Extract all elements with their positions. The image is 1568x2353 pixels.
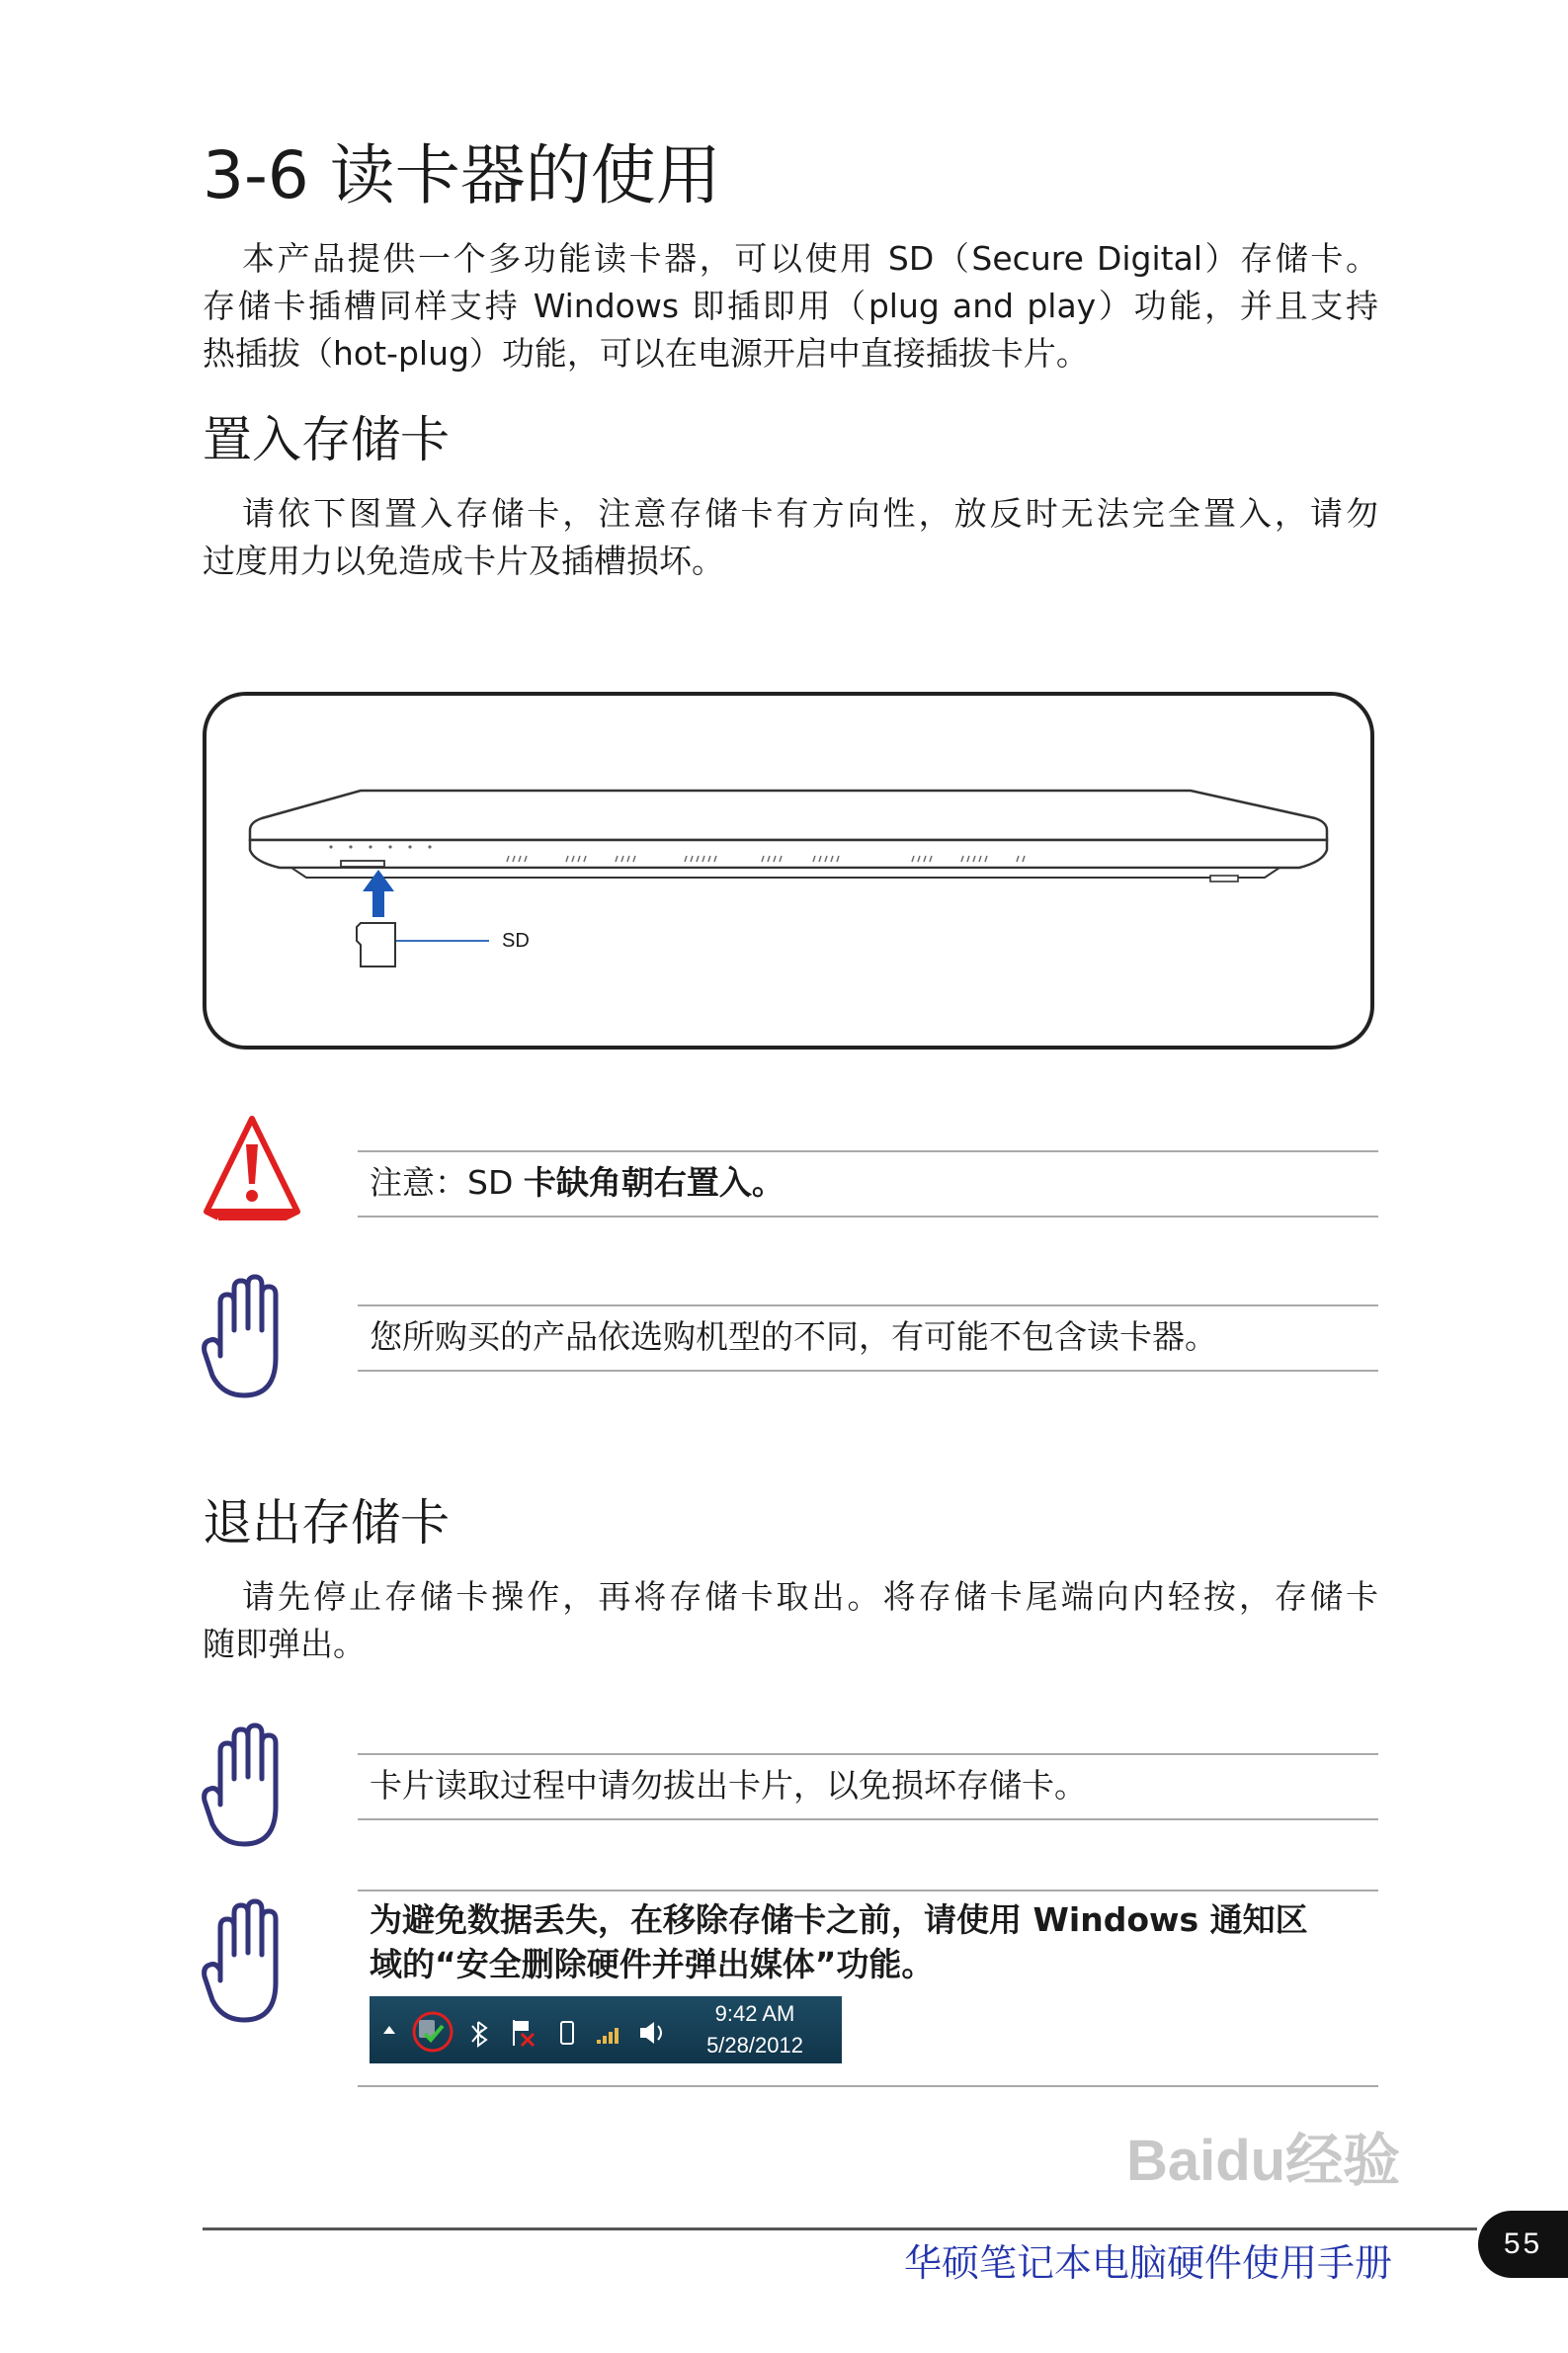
warning-icon [201,1113,303,1227]
remove-card-heading: 退出存储卡 [203,1494,450,1552]
sd-callout-label: SD [502,930,530,952]
battery-icon [561,2022,573,2044]
warning-emphasis: 卡缺角朝右置入。 [523,1163,784,1202]
laptop-lid [250,791,1327,840]
intro-line-2: 存储卡插槽同样支持 Windows 即插即用（plug and play）功能，并且支持 [203,287,1378,325]
page-number: 55 [1478,2211,1568,2278]
laptop-front-illustration [203,692,1374,1050]
remove-paragraph [203,1573,1378,1668]
laptop-foot [1210,876,1238,882]
footer-manual-title: 华硕笔记本电脑硬件使用手册 [904,2241,1393,2285]
remove-line-2: 随即弹出。 [203,1625,366,1663]
note3-line-1-text: 为避免数据丢失，在移除存储卡之前，请使用 Windows 通知区 [370,1900,1308,1939]
bluetooth-icon [472,2022,486,2046]
note1-rule-bottom [358,1370,1378,1372]
note1-rule-top [358,1304,1378,1306]
footer-rule [203,2227,1477,2230]
note3-rule-bottom [358,2085,1378,2087]
card-slot [341,861,384,867]
insert-paragraph [203,490,1378,585]
warning-prefix: 注意：SD [370,1163,524,1202]
insert-line-2: 过度用力以免造成卡片及插槽损坏。 [203,542,724,580]
laptop-bottom [291,868,1279,878]
hand-icon [201,1722,289,1850]
note2-text: 卡片读取过程中请勿拔出卡片，以免损坏存储卡。 [370,1766,1087,1805]
laptop-base [250,840,1327,868]
note3-line-2 [370,1942,934,1987]
tray-date: 5/28/2012 [706,2033,803,2058]
sd-card-icon [357,923,395,966]
intro-line-3: 热插拔（hot-plug）功能，可以在电源开启中直接插拔卡片。 [203,334,1089,373]
note3-rule-top [358,1890,1378,1891]
system-tray [370,1996,842,2063]
tray-time: 9:42 AM [714,2001,795,2026]
insert-line-1: 请依下图置入存储卡，注意存储卡有方向性，放反时无法完全置入，请勿 [242,494,1378,533]
volume-icon [640,2022,661,2044]
warning-rule-bottom [358,1216,1378,1218]
tray-clock[interactable] [686,1998,824,2061]
intro-line-1: 本产品提供一个多功能读卡器，可以使用 SD（Secure Digital）存储卡。 [242,239,1378,278]
signal-strength-icon [597,2028,619,2044]
remove-line-1: 请先停止存储卡操作，再将存储卡取出。将存储卡尾端向内轻按，存储卡 [242,1577,1378,1616]
warning-rule-top [358,1150,1378,1152]
note2-rule-bottom [358,1818,1378,1820]
note1-text: 您所购买的产品依选购机型的不同，有可能不包含读卡器。 [370,1317,1217,1356]
note3-line-1 [370,1897,1308,1943]
action-center-flag-icon [514,2020,534,2046]
note3-line-2-text: 域的“安全删除硬件并弹出媒体”功能。 [370,1945,935,1983]
hand-icon [201,1897,289,2026]
warning-note [370,1160,784,1206]
up-arrow-icon [383,2026,395,2034]
note2-rule-top [358,1753,1378,1755]
safely-remove-hardware-icon [419,2020,443,2040]
tray-icons [370,1996,686,2063]
hand-icon [201,1273,289,1401]
intro-paragraph [203,235,1378,378]
baidu-watermark: Baidu经验 [1126,2129,1401,2193]
page-title: 3-6 读卡器的使用 [203,137,721,213]
insert-card-heading: 置入存储卡 [203,411,450,468]
